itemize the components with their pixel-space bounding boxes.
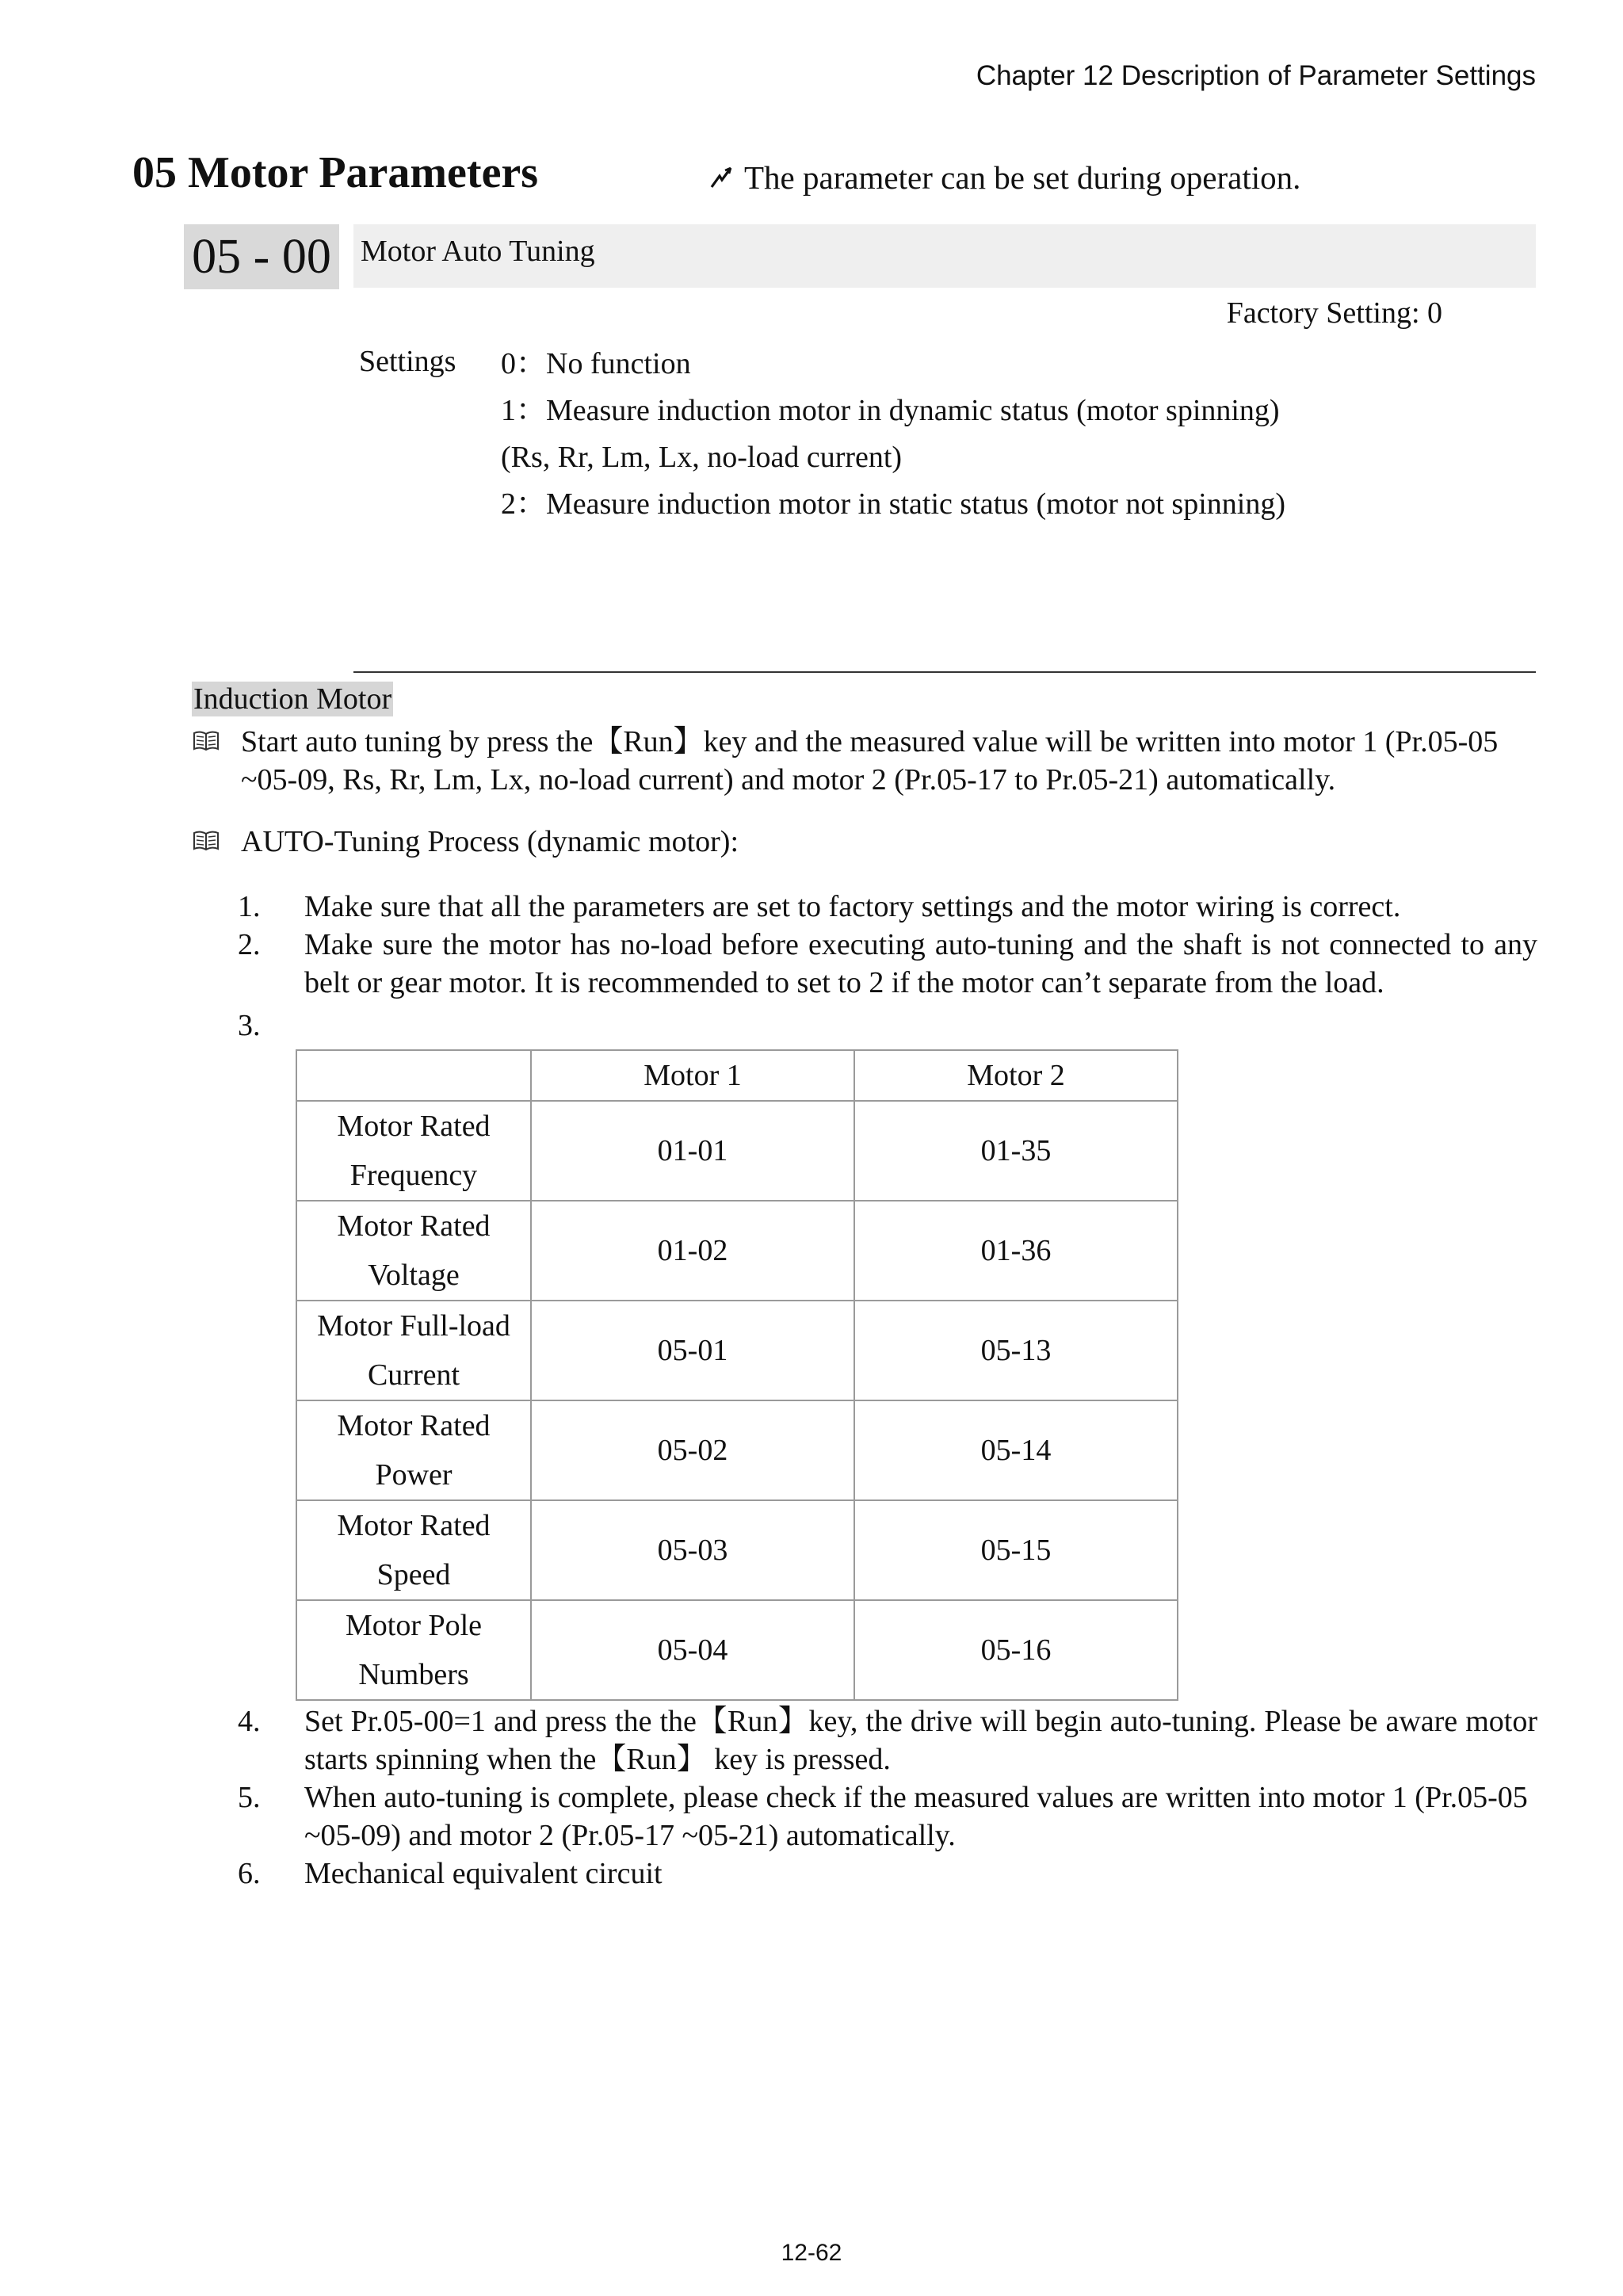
motor2-param: 05-16	[854, 1600, 1178, 1700]
step-text: Set Pr.05-00=1 and press the the【Run】key, the drive will begin auto-tuning. Please be aware motor starts spinning when the【Run】 key is pressed.	[304, 1705, 1537, 1776]
step-number: 1.	[238, 890, 261, 923]
list-item-step-2	[238, 926, 1537, 1002]
motor1-param: 05-04	[531, 1600, 854, 1700]
table-row	[296, 1101, 1178, 1201]
lightning-pen-icon	[709, 166, 733, 189]
induction-motor-heading: Induction Motor	[193, 682, 392, 716]
row-label: Motor Rated Frequency	[296, 1101, 531, 1201]
step-number: 5.	[238, 1781, 261, 1814]
step-number: 3.	[238, 1009, 261, 1042]
step-text: Make sure the motor has no-load before executing auto-tuning and the shaft is not connected to any belt or gear motor. It is recommended to set to 2 if the motor can’t separate from the load.	[304, 928, 1537, 999]
motor1-param: 05-01	[531, 1301, 854, 1400]
motor1-param: 01-01	[531, 1101, 854, 1201]
motor2-param: 05-15	[854, 1500, 1178, 1600]
motor1-param: 01-02	[531, 1201, 854, 1301]
table-row	[296, 1400, 1178, 1500]
motor1-param: 05-03	[531, 1500, 854, 1600]
row-label: Motor Rated Power	[296, 1400, 531, 1500]
setting-option: (Rs, Rr, Lm, Lx, no-load current)	[501, 441, 903, 474]
row-label: Motor Rated Voltage	[296, 1201, 531, 1301]
table-row	[296, 1301, 1178, 1400]
step-number: 4.	[238, 1705, 261, 1738]
page-number: 12-62	[781, 2240, 842, 2266]
motor1-param: 05-02	[531, 1400, 854, 1500]
bullet-text: Start auto tuning by press the【Run】key and the measured value will be written into motor 1 (Pr.05-05 ~05-09, Rs, Rr, Lm, Lx, no-load current) and motor 2 (Pr.05-17 to Pr.05-21) automatically.	[241, 725, 1499, 797]
parameter-name: Motor Auto Tuning	[361, 235, 595, 268]
table-row	[296, 1600, 1178, 1700]
row-label: Motor Full-load Current	[296, 1301, 531, 1400]
settings-list	[501, 341, 1285, 528]
bullet-auto-tuning-process	[192, 823, 1536, 861]
page-header: Chapter 12 Description of Parameter Settings	[976, 60, 1536, 91]
step-number: 6.	[238, 1857, 261, 1890]
row-label: Motor Rated Speed	[296, 1500, 531, 1600]
factory-setting: Factory Setting: 0	[1226, 296, 1442, 330]
table-header-cell	[296, 1050, 531, 1101]
step-number: 2.	[238, 928, 261, 961]
step-text: Mechanical equivalent circuit	[304, 1857, 663, 1890]
setting-option: 2：Measure induction motor in static status (motor not spinning)	[501, 487, 1285, 521]
step-text: Make sure that all the parameters are set to factory settings and the motor wiring is correct.	[304, 890, 1401, 923]
row-label: Motor Pole Numbers	[296, 1600, 531, 1700]
list-item-step-1	[238, 888, 1537, 926]
section-title: 05 Motor Parameters	[132, 148, 539, 197]
list-item-step-4	[238, 1702, 1537, 1778]
operation-note	[709, 159, 1300, 197]
table-header-cell: Motor 2	[854, 1050, 1178, 1101]
table-header-row	[296, 1050, 1178, 1101]
table-header-cell: Motor 1	[531, 1050, 854, 1101]
motor2-param: 05-13	[854, 1301, 1178, 1400]
operation-note-text: The parameter can be set during operation.	[744, 159, 1301, 196]
bullet-auto-tuning	[192, 723, 1536, 799]
table-row	[296, 1500, 1178, 1600]
motor2-param: 01-36	[854, 1201, 1178, 1301]
motor2-param: 05-14	[854, 1400, 1178, 1500]
bullet-text: AUTO-Tuning Process (dynamic motor):	[241, 825, 739, 858]
setting-option: 0：No function	[501, 347, 691, 380]
open-book-icon	[192, 829, 220, 853]
settings-label: Settings	[359, 345, 456, 378]
step-text: When auto-tuning is complete, please check if the measured values are written into motor 1 (Pr.05-05 ~05-09) and motor 2 (Pr.05-17 ~05-21) automatically.	[304, 1781, 1528, 1852]
list-item-step-5	[238, 1778, 1537, 1855]
parameter-number: 05 - 00	[184, 224, 339, 289]
setting-option: 1：Measure induction motor in dynamic status (motor spinning)	[501, 394, 1280, 427]
list-item-step-6	[238, 1855, 1537, 1893]
divider-line	[353, 671, 1536, 673]
table-row	[296, 1201, 1178, 1301]
motor2-param: 01-35	[854, 1101, 1178, 1201]
motor-parameter-table	[296, 1049, 1178, 1701]
open-book-icon	[192, 729, 220, 753]
